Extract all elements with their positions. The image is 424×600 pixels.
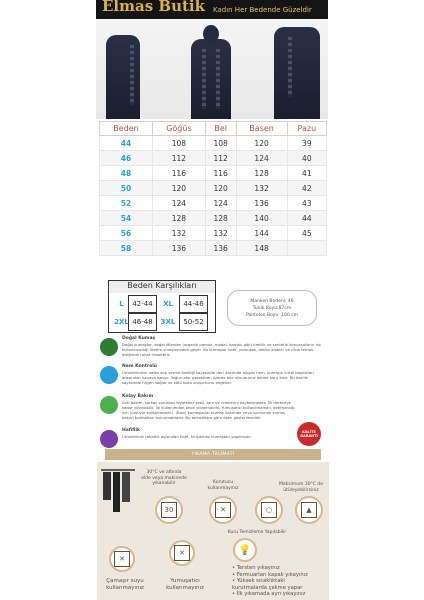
care-no-softener-text: Yumuşatıcı kullanmayınız	[166, 578, 204, 591]
size-table	[99, 121, 327, 256]
measure-cell: 136	[236, 196, 287, 211]
model-figure-left	[106, 35, 140, 119]
feature-title: Nem Kontrolü	[122, 364, 157, 369]
col-beden: Beden	[100, 122, 153, 136]
size-cell: 54	[100, 211, 153, 226]
size-equivalents	[108, 280, 216, 333]
size-table-row	[100, 166, 327, 181]
measure-cell	[287, 241, 326, 256]
care-bullet: • Fermuarları kapalı yıkayınız	[232, 571, 308, 578]
feature-title: Kolay Bakım	[122, 394, 154, 399]
brand-header	[96, 0, 328, 19]
eq-range: 44-46	[179, 295, 208, 313]
feature-easy-care	[98, 394, 328, 422]
care-iron-30-text: Maksimum 30°C de ütüleyebilirsiniz	[278, 482, 324, 493]
size-cell: 52	[100, 196, 153, 211]
measure-cell: 116	[152, 166, 205, 181]
measure-cell: 108	[152, 136, 205, 151]
size-table-row	[100, 211, 327, 226]
bleach-crossed-icon: ✕	[114, 551, 130, 567]
care-instructions	[97, 462, 329, 600]
size-table-row	[100, 151, 327, 166]
measure-cell: 128	[152, 211, 205, 226]
measure-cell: 120	[236, 136, 287, 151]
feature-desc: Ürünlerimizin nefes alıp verme özelliği sayesinde deri üzerinde oluşan nem, kumaşın kılcal boşlukları arasından havaya karışır. Yoğun efor gerektiren işlerde bile vücudunuz daima kuru kalır. Bu özellik sayesinde hiyjen sağlar ve kötü koku oluşumunu engeller.	[122, 370, 314, 385]
wash-instructions-bar: YIKAMA TALİMATI	[105, 449, 321, 460]
measure-cell: 43	[287, 196, 326, 211]
measure-cell: 41	[287, 166, 326, 181]
measure-cell: 136	[152, 241, 205, 256]
no-bleach-icon	[109, 546, 135, 572]
col-gogus: Göğüs	[152, 122, 205, 136]
measure-cell: 108	[205, 136, 236, 151]
measure-cell: 112	[205, 151, 236, 166]
measure-cell: 148	[236, 241, 287, 256]
leaf-icon	[100, 338, 118, 356]
col-pazu: Pazu	[287, 122, 326, 136]
measure-cell: 44	[287, 211, 326, 226]
no-softener-icon	[169, 540, 195, 566]
size-table-row	[100, 136, 327, 151]
softener-crossed-icon: ✕	[174, 545, 190, 561]
model-pants-length: Pantolon Boyu: 100 cm	[245, 312, 299, 318]
measure-cell: 128	[205, 211, 236, 226]
lightbulb-icon: 💡	[233, 538, 257, 562]
no-tumble-dry-icon	[209, 496, 237, 524]
product-photo	[96, 19, 328, 119]
brand-logo: Elmas Butik	[102, 0, 205, 15]
feature-desc: Ürünlerimiz rahatlık açısından hafif, kırışıkmaz kumaştan yapılmıştır	[122, 434, 252, 439]
size-equivalents-title: Beden Karşılıkları	[109, 281, 215, 293]
iron-symbol-icon: ▲	[301, 502, 317, 518]
measure-cell: 112	[152, 151, 205, 166]
feature-moisture	[98, 364, 328, 392]
measure-cell: 132	[236, 181, 287, 196]
feature-desc: Doğal kumaşlar, doğal liflerden (organik pamuk, modal, bambu gibi) üretilir ve sentetik kimyasalların hiç kullanılmadığı üretim süreçlerinden geçer. Bu kumaşlar hafif, yumuşak, deliev alabilir ve cilde temas ettiğinde rahat hissettirir.	[122, 342, 322, 357]
feather-icon	[100, 430, 118, 448]
col-basen: Basen	[236, 122, 287, 136]
feature-desc: Anti bakım, sarkaç sorunları kıyafetler şekil, tarz ve renklerini kaybetmeden 30 dereceye kadar yıkanabilir. İlk kullanımdan önce yıkanmalıdır. Yumuşatıcı kullanılmamalı, deterjanlığı için (ürsüyje solistlenebilir). (Bazı) kumaşlarlar kumaş üzerinde veya içerisinde kumaş bakım talimatları bulunmaktadır. Bu talimatlara göre özen gösterilmelidir.	[122, 400, 295, 420]
care-dry-clean-text: Kuru Temizleme Yapılabilir	[227, 530, 287, 535]
care-bullet: kurutmalarda çekme yapar	[232, 584, 303, 591]
measure-cell: 132	[152, 226, 205, 241]
feature-title: Hafiflik	[122, 428, 141, 433]
care-bullets	[232, 565, 308, 598]
eq-size: 2XL	[114, 318, 129, 326]
dry-clean-icon	[255, 496, 283, 524]
size-table-header	[100, 122, 327, 136]
measure-cell: 120	[152, 181, 205, 196]
clothes-rack-icon	[99, 466, 137, 516]
wash-tub-icon: 30	[161, 502, 177, 518]
iron-icon	[295, 496, 323, 524]
size-cell: 58	[100, 241, 153, 256]
care-no-dryer-text: Kurutucu kullanmayınız	[207, 480, 239, 491]
care-bullet: • Tersten yıkayınız	[232, 565, 280, 571]
quality-badge: KALİTE GARANTİ	[297, 422, 321, 446]
size-cell: 48	[100, 166, 153, 181]
care-bullet: • Yüksek sıcaklıktaki	[232, 578, 285, 584]
measure-cell: 136	[205, 241, 236, 256]
model-figure-right	[274, 27, 320, 119]
feature-lightness	[98, 428, 328, 444]
eq-size: 3XL	[160, 318, 176, 326]
dry-clean-circle-icon: ○	[261, 502, 277, 518]
shirt-icon	[100, 396, 118, 414]
eq-size: L	[119, 300, 124, 308]
eq-range: 46-48	[128, 313, 157, 331]
col-bel: Bel	[205, 122, 236, 136]
measure-cell: 124	[205, 196, 236, 211]
size-cell: 46	[100, 151, 153, 166]
care-wash-30-text: 30°C ve altında elde veya makinede yıkanabilir	[141, 470, 187, 486]
model-size: Manken Bedeni: 46	[250, 298, 294, 304]
size-cell: 56	[100, 226, 153, 241]
model-tunic-length: Tunik Boyu:87cm	[252, 305, 292, 311]
model-figure-center	[191, 39, 231, 119]
measure-cell: 40	[287, 151, 326, 166]
measure-cell: 42	[287, 181, 326, 196]
water-drop-icon	[100, 366, 118, 384]
measure-cell: 39	[287, 136, 326, 151]
wash-30-icon	[155, 496, 183, 524]
size-table-row	[100, 226, 327, 241]
size-cell: 44	[100, 136, 153, 151]
size-table-row	[100, 181, 327, 196]
measure-cell: 140	[236, 211, 287, 226]
measure-cell: 124	[236, 151, 287, 166]
measure-cell: 116	[205, 166, 236, 181]
care-bullet: • İlk yıkamada ayrı yıkayınız	[232, 591, 306, 597]
measure-cell: 128	[236, 166, 287, 181]
brand-tagline: Kadın Her Bedende Güzeldir	[213, 5, 312, 14]
measure-cell: 144	[236, 226, 287, 241]
measure-cell: 124	[152, 196, 205, 211]
measure-cell: 120	[205, 181, 236, 196]
model-measurements	[227, 290, 317, 326]
feature-title: Doğal Kumaş	[122, 336, 156, 341]
feature-natural-fabric	[98, 336, 328, 362]
measure-cell: 132	[205, 226, 236, 241]
size-equivalents-grid	[115, 295, 215, 331]
dryer-crossed-icon: ✕	[215, 502, 231, 518]
size-table-row	[100, 196, 327, 211]
eq-size: XL	[163, 300, 173, 308]
eq-range: 50-52	[179, 313, 208, 331]
care-no-bleach-text: Çamaşır suyu kullanmayınız	[106, 578, 144, 591]
eq-range: 42-44	[128, 295, 157, 313]
measure-cell: 45	[287, 226, 326, 241]
size-cell: 50	[100, 181, 153, 196]
size-table-row	[100, 241, 327, 256]
